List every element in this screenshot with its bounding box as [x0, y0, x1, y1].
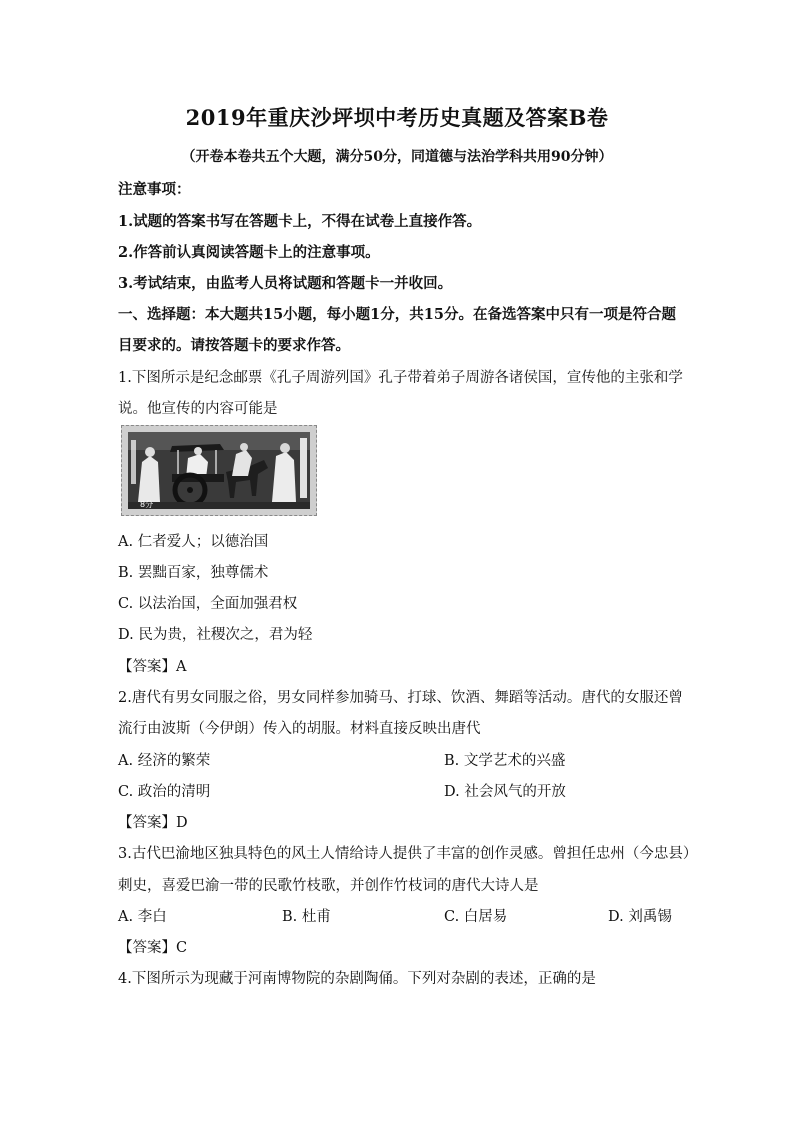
answer-2: 【答案】D [118, 815, 188, 831]
option-b: B. 文学艺术的兴盛 [444, 753, 566, 769]
option-a: A. 仁者爱人；以德治国 [118, 534, 269, 550]
answer-1: 【答案】A [118, 659, 187, 675]
question-1-text: 1.下图所示是纪念邮票《孔子周游列国》孔子带着弟子周游各诸侯国，宣传他的主张和学 [118, 370, 683, 386]
stamp-denomination: 8分 [140, 500, 154, 509]
question-2-text: 2.唐代有男女同服之俗，男女同样参加骑马、打球、饮酒、舞蹈等活动。唐代的女服还曾 [118, 690, 683, 706]
question-1-text-cont: 说。他宣传的内容可能是 [118, 401, 278, 417]
notice-heading: 注意事项： [118, 181, 191, 198]
answer-3: 【答案】C [118, 940, 188, 956]
option-a: A. 经济的繁荣 [118, 753, 211, 769]
question-3-text-cont: 刺史，喜爱巴渝一带的民歌竹枝歌，并创作竹枝词的唐代大诗人是 [118, 878, 539, 894]
page-title: 2019年重庆沙坪坝中考历史真题及答案B卷 [185, 105, 609, 130]
option-c: C. 以法治国，全面加强君权 [118, 596, 298, 612]
question-3-text: 3.古代巴渝地区独具特色的风土人情给诗人提供了丰富的创作灵感。曾担任忠州（今忠县） [118, 846, 698, 862]
section-heading-cont: 目要求的。请按答题卡的要求作答。 [118, 337, 350, 354]
option-b: B. 杜甫 [282, 909, 331, 925]
page-subtitle: （开卷本卷共五个大题，满分50分，同道德与法治学科共用90分钟） [181, 149, 613, 165]
option-c: C. 政治的清明 [118, 784, 211, 800]
confucius-stamp-image [121, 425, 317, 516]
notice-item: 1.试题的答案书写在答题卡上，不得在试卷上直接作答。 [118, 213, 482, 230]
notice-item: 2.作答前认真阅读答题卡上的注意事项。 [118, 244, 380, 261]
stamp-illustration [128, 432, 310, 509]
notice-item: 3.考试结束，由监考人员将试题和答题卡一并收回。 [118, 275, 453, 292]
option-b: B. 罢黜百家，独尊儒术 [118, 565, 269, 581]
option-d: D. 刘禹锡 [608, 909, 672, 925]
option-a: A. 李白 [118, 909, 167, 925]
section-heading: 一、选择题：本大题共15小题，每小题1分，共15分。在备选答案中只有一项是符合题 [118, 306, 676, 323]
question-4-text: 4.下图所示为现藏于河南博物院的杂剧陶俑。下列对杂剧的表述，正确的是 [118, 971, 596, 987]
option-d: D. 民为贵，社稷次之，君为轻 [118, 627, 313, 643]
option-d: D. 社会风气的开放 [444, 784, 566, 800]
question-2-text-cont: 流行由波斯（今伊朗）传入的胡服。材料直接反映出唐代 [118, 721, 481, 737]
option-c: C. 白居易 [444, 909, 508, 925]
